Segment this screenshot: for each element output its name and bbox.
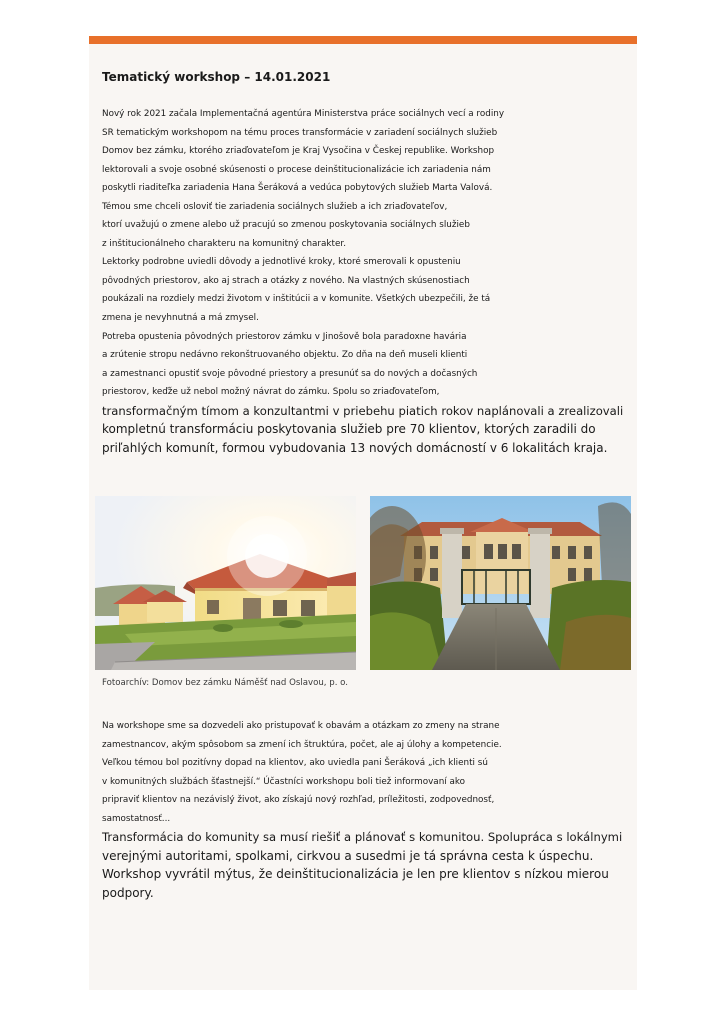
- paragraph-line: zamestnancov, akým spôsobom sa zmení ich štruktúra, počet, ale aj úlohy a kompetencie.: [102, 739, 502, 750]
- paragraph-line: Nový rok 2021 začala Implementačná agentúra Ministerstva práce sociálnych vecí a rodiny: [102, 109, 505, 119]
- paragraph-line: SR tematickým workshopom na tému proces transformácie v zariadení sociálnych služieb: [102, 127, 498, 138]
- photo-castle: [370, 496, 631, 670]
- article-paragraph-2: [102, 717, 622, 902]
- paragraph-line: Workshop vyvrátil mýtus, že deinštitucionalizácia je len pre klientov s nízkou mierou: [102, 867, 609, 882]
- paragraph-line: z inštitucionálneho charakteru na komunitný charakter.: [102, 238, 346, 249]
- paragraph-line: Transformácia do komunity sa musí riešiť a plánovať s komunitou. Spolupráca s lokálnymi: [102, 830, 623, 845]
- paragraph-line: Veľkou témou bol pozitívny dopad na klientov, ako uviedla pani Šeráková „ich klienti sú: [102, 758, 488, 769]
- paragraph-line: a zamestnanci opustiť svoje pôvodné priestory a presunúť sa do nových a dočasných: [102, 368, 478, 379]
- accent-bar: [89, 36, 637, 44]
- paragraph-line: Domov bez zámku, ktorého zriaďovateľom je Kraj Vysočina v Českej republike. Workshop: [102, 146, 495, 157]
- paragraph-line: verejnými autoritami, spolkami, cirkvou a susedmi je tá správna cesta k úspechu.: [102, 848, 594, 863]
- paragraph-line: samostatnosť...: [102, 813, 171, 824]
- article-panel: [89, 36, 637, 990]
- paragraph-line: kompletnú transformáciu poskytovania služieb pre 70 klientov, ktorých zaradili do: [102, 422, 596, 437]
- paragraph-line: Témou sme chceli osloviť tie zariadenia sociálnych služieb a ich zriaďovateľov,: [102, 201, 448, 212]
- paragraph-line: Potreba opustenia pôvodných priestorov zámku v Jinošově bola paradoxne havária: [102, 331, 467, 342]
- article-paragraph-1: [102, 105, 623, 457]
- paragraph-line: ktorí uvažujú o zmene alebo už pracujú so zmenou poskytovania sociálnych služieb: [102, 220, 470, 231]
- article-title: Tematický workshop – 14.01.2021: [102, 70, 331, 84]
- paragraph-line: priestorov, keďže už nebol možný návrat do zámku. Spolu so zriaďovateľom,: [102, 387, 440, 398]
- paragraph-line: lektorovali a svoje osobné skúsenosti o procese deinštitucionalizácie ich zariadenia nám: [102, 164, 491, 175]
- photo-new-house: [95, 496, 356, 670]
- paragraph-line: pripraviť klientov na nezávislý život, ako získajú nový rozhľad, príležitosti, zodpovednosť,: [102, 795, 495, 806]
- paragraph-line: poskytli riaditeľka zariadenia Hana Šeráková a vedúca pobytových služieb Marta Valová.: [102, 183, 493, 194]
- paragraph-line: Na workshope sme sa dozvedeli ako pristupovať k obavám a otázkam zo zmeny na strane: [102, 721, 500, 731]
- paragraph-line: transformačným tímom a konzultantmi v priebehu piatich rokov naplánovali a zrealizovali: [102, 403, 624, 418]
- paragraph-line: v komunitných službách šťastnejší.“ Účastníci workshopu boli tiež informovaní ako: [102, 776, 466, 787]
- paragraph-line: podpory.: [102, 885, 154, 900]
- photo-caption: Fotoarchív: Domov bez zámku Náměšť nad Oslavou, p. o.: [102, 678, 349, 688]
- paragraph-line: a zrútenie stropu nedávno rekonštruovaného objektu. Zo dňa na deň museli klienti: [102, 350, 468, 361]
- paragraph-line: pôvodných priestorov, ako aj strach a otázky z nového. Na vlastných skúsenostiach: [102, 275, 470, 286]
- paragraph-line: Lektorky podrobne uviedli dôvody a jednotlivé kroky, ktoré smerovali k opusteniu: [102, 257, 461, 268]
- paragraph-line: poukázali na rozdiely medzi životom v inštitúcii a v komunite. Všetkých ubezpečili, že tá: [102, 294, 491, 305]
- paragraph-line: zmena je nevyhnutná a má zmysel.: [102, 313, 259, 324]
- paragraph-line: priľahlých komunít, formou vybudovania 13 nových domácností v 6 lokalitách kraja.: [102, 440, 608, 455]
